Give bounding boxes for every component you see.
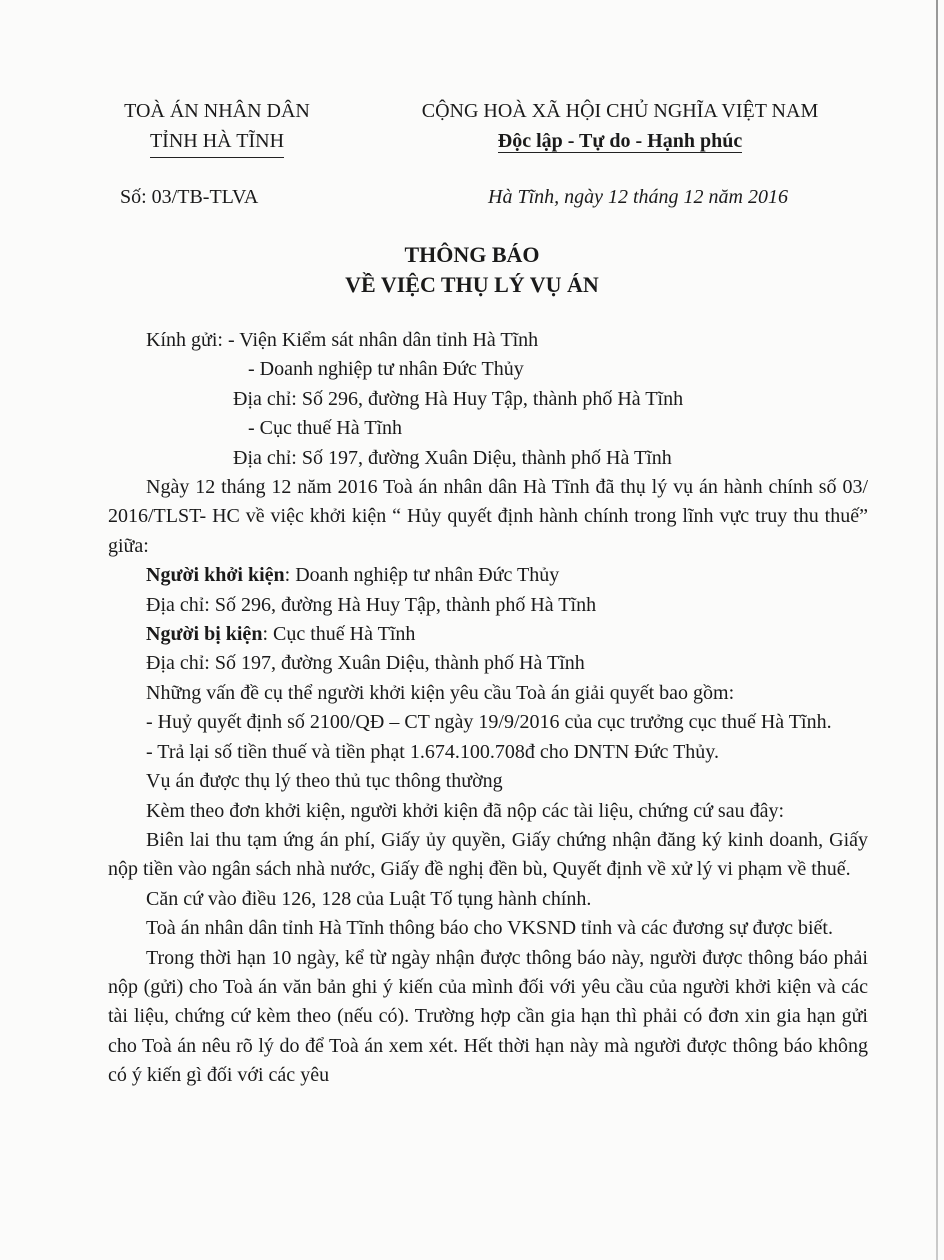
court-header [112, 96, 322, 158]
document-date: Hà Tĩnh, ngày 12 tháng 12 năm 2016 [488, 186, 788, 208]
document-number: Số: 03/TB-TLVA [120, 186, 259, 208]
recipient-tax-dept-address: Địa chỉ: Số 197, đường Xuân Diệu, thành phố Hà Tĩnh [233, 446, 672, 469]
plaintiff-line [108, 561, 868, 590]
documents-intro: Kèm theo đơn khởi kiện, người khởi kiện đã nộp các tài liệu, chứng cứ sau đây: [146, 799, 785, 822]
defendant-name: : Cục thuế Hà Tĩnh [262, 623, 416, 646]
defendant-address: Địa chỉ: Số 197, đường Xuân Diệu, thành phố Hà Tĩnh [146, 652, 585, 675]
defendant-label: Người bị kiện [146, 623, 263, 646]
court-province: TỈNH HÀ TĨNH [150, 126, 284, 158]
request-1: - Huỷ quyết định số 2100/QĐ – CT ngày 19/9/2016 của cục trưởng cục thuế Hà Tĩnh. [146, 711, 832, 734]
deadline-paragraph: Trong thời hạn 10 ngày, kể từ ngày nhận được thông báo này, người được thông báo phải nộp (gửi) cho Toà án văn bản ghi ý kiến của mình đối với yêu cầu của người khởi kiện và các tài liệu, chứng cứ kèm theo (nếu có). Trường hợp cần gia hạn thì phải có đơn xin gia hạn gửi cho Toà án nêu rõ lý do để Toà án xem xét. Hết thời hạn này mà người được thông báo không có ý kiến gì đối với các yêu [108, 946, 868, 1087]
request-2: - Trả lại số tiền thuế và tiền phạt 1.674.100.708đ cho DNTN Đức Thủy. [146, 740, 719, 763]
document-title: THÔNG BÁO [404, 242, 540, 267]
document-body [108, 326, 868, 1091]
documents-list: Biên lai thu tạm ứng án phí, Giấy ủy quyền, Giấy chứng nhận đăng ký kinh doanh, Giấy nộp tiền vào ngân sách nhà nước, Giấy đề nghị đền bù, Quyết định về xử lý vi phạm về thuế. [108, 828, 868, 881]
national-motto: Độc lập - Tự do - Hạnh phúc [497, 130, 743, 152]
intro-paragraph: Ngày 12 tháng 12 năm 2016 Toà án nhân dân Hà Tĩnh đã thụ lý vụ án hành chính số 03/ 2016/TLST- HC về việc khởi kiện “ Hủy quyết định hành chính trong lĩnh vực truy thu thuế” giữa: [108, 476, 868, 557]
recipient-company: - Doanh nghiệp tư nhân Đức Thủy [248, 358, 524, 381]
scan-edge [936, 0, 938, 1260]
requests-intro: Những vấn đề cụ thể người khởi kiện yêu cầu Toà án giải quyết bao gồm: [146, 681, 735, 704]
country-name: CỘNG HOÀ XÃ HỘI CHỦ NGHĨA VIỆT NAM [421, 100, 819, 122]
recipients-label: Kính gửi: [146, 329, 223, 351]
defendant-line [108, 620, 868, 649]
plaintiff-name: : Doanh nghiệp tư nhân Đức Thủy [284, 564, 560, 587]
legal-basis: Căn cứ vào điều 126, 128 của Luật Tố tụng hành chính. [146, 887, 592, 910]
plaintiff-address: Địa chỉ: Số 296, đường Hà Huy Tập, thành phố Hà Tĩnh [146, 593, 597, 616]
court-name: TOÀ ÁN NHÂN DÂN [124, 100, 310, 122]
recipient-procuracy: - Viện Kiểm sát nhân dân tỉnh Hà Tĩnh [227, 329, 539, 351]
document-subtitle: VỀ VIỆC THỤ LÝ VỤ ÁN [345, 272, 599, 297]
recipient-tax-dept: - Cục thuế Hà Tĩnh [248, 417, 403, 440]
notification-paragraph: Toà án nhân dân tỉnh Hà Tĩnh thông báo cho VKSND tỉnh và các đương sự được biết. [146, 917, 833, 940]
procedure-line: Vụ án được thụ lý theo thủ tục thông thường [146, 770, 503, 793]
plaintiff-label: Người khởi kiện [146, 564, 285, 587]
recipient-company-address: Địa chỉ: Số 296, đường Hà Huy Tập, thành phố Hà Tĩnh [233, 387, 684, 410]
national-header [400, 96, 840, 156]
recipient-line-1 [108, 326, 868, 355]
